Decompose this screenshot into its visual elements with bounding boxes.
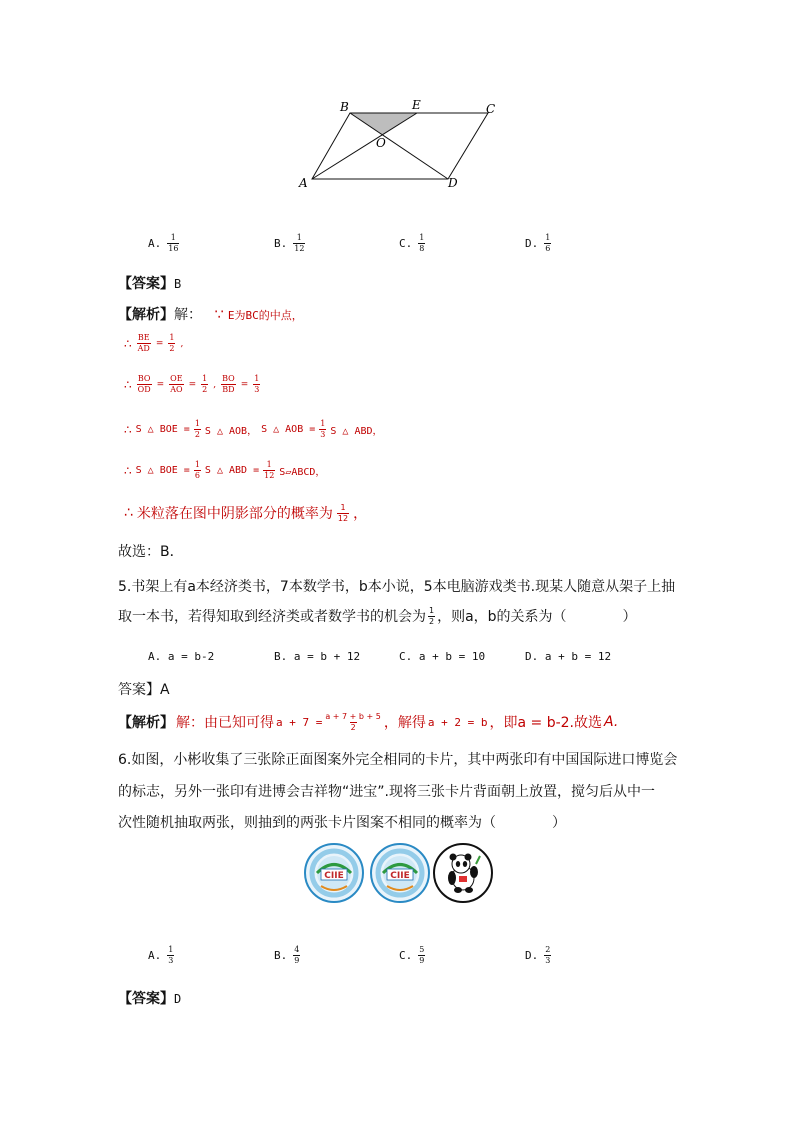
q4-step-3: ∴ S △ BOE = $\frac{1}{2}$ S △ AOB， S △ AOB = $\frac{1}{3}$ S △ ABD， bbox=[124, 419, 383, 439]
point-label-o: O bbox=[376, 136, 386, 150]
q4-conclusion: 故选：B． bbox=[118, 544, 184, 560]
parallelogram-figure bbox=[290, 95, 510, 195]
ciie-logo-card-1 bbox=[303, 842, 365, 904]
point-label-c: C bbox=[486, 102, 496, 116]
ciie-logo-card-2 bbox=[369, 842, 431, 904]
q6-answer: 【答案】D bbox=[118, 991, 182, 1007]
q5-stem-line-2: 取一本书，若得知取到经济类或者数学书的机会为 $\frac{1}{2}$ ，则a，b的关系为（ ） bbox=[118, 605, 637, 626]
q4-option-d: D. $\frac{1}{6}$ bbox=[525, 233, 551, 253]
point-label-a: A bbox=[299, 176, 308, 190]
q6-stem-line-2: 的标志，另外一张印有进博会吉祥物“进宝”.现将三张卡片背面朝上放置，搅匀后从中一 bbox=[118, 784, 655, 800]
q5-analysis: 【解析】 解：由已知可得 a + 7 = $\frac{a + 7 + b + 5}{2}$ ，解得 a + 2 = b ，即a = b-2.故选 A. bbox=[118, 711, 619, 732]
q4-option-c: C. $\frac{1}{8}$ bbox=[399, 233, 425, 253]
q6-option-c: C. $\frac{5}{9}$ bbox=[399, 945, 425, 965]
point-label-b: B bbox=[340, 100, 349, 114]
q6-option-d: D. $\frac{2}{3}$ bbox=[525, 945, 551, 965]
q5-option-b: B. a = b + 12 bbox=[274, 650, 361, 663]
q6-stem-line-3: 次性随机抽取两张，则抽到的两张卡片图案不相同的概率为（ ） bbox=[118, 815, 566, 831]
q4-analysis-header: 【解析】解： ∵ E为BC的中点， bbox=[118, 307, 303, 323]
q4-step-1: ∴ $\frac{BE}{AD}$ = $\frac{1}{2}$ , bbox=[124, 333, 184, 353]
q4-option-b: B. $\frac{1}{12}$ bbox=[274, 233, 305, 253]
q5-option-a: A. a = b-2 bbox=[148, 650, 215, 663]
point-label-d: D bbox=[448, 176, 458, 190]
point-label-e: E bbox=[412, 98, 421, 112]
q6-option-a: A. $\frac{1}{3}$ bbox=[148, 945, 174, 965]
q5-option-d: D. a + b = 12 bbox=[525, 650, 612, 663]
q4-step-4: ∴ S △ BOE = $\frac{1}{6}$ S △ ABD = $\frac{1}{12}$ S▱ABCD， bbox=[124, 460, 326, 480]
q4-step-2: ∴ $\frac{BO}{OD}$ = $\frac{OE}{AO}$ = $\frac{1}{2}$ , $\frac{BO}{BD}$ = $\frac{1}{3}$ bbox=[124, 374, 260, 394]
q5-stem-line-1: 5.书架上有a本经济类书，7本数学书，b本小说，5本电脑游戏类书.现某人随意从架子上抽 bbox=[118, 579, 676, 595]
q4-answer: 【答案】B bbox=[118, 276, 182, 292]
q4-option-a: A. $\frac{1}{16}$ bbox=[148, 233, 179, 253]
q6-stem-line-1: 6.如图，小彬收集了三张除正面图案外完全相同的卡片，其中两张印有中国国际进口博览会 bbox=[118, 752, 678, 768]
q4-step-5: ∴ 米粒落在图中阴影部分的概率为 $\frac{1}{12}$ ， bbox=[124, 502, 368, 523]
svg-text:CIIE: CIIE bbox=[390, 871, 410, 881]
q5-option-c: C. a + b = 10 bbox=[399, 650, 486, 663]
q6-option-b: B. $\frac{4}{9}$ bbox=[274, 945, 300, 965]
svg-text:CIIE: CIIE bbox=[324, 871, 344, 881]
panda-mascot-card bbox=[432, 842, 494, 904]
q5-answer: 答案】A bbox=[118, 682, 170, 698]
